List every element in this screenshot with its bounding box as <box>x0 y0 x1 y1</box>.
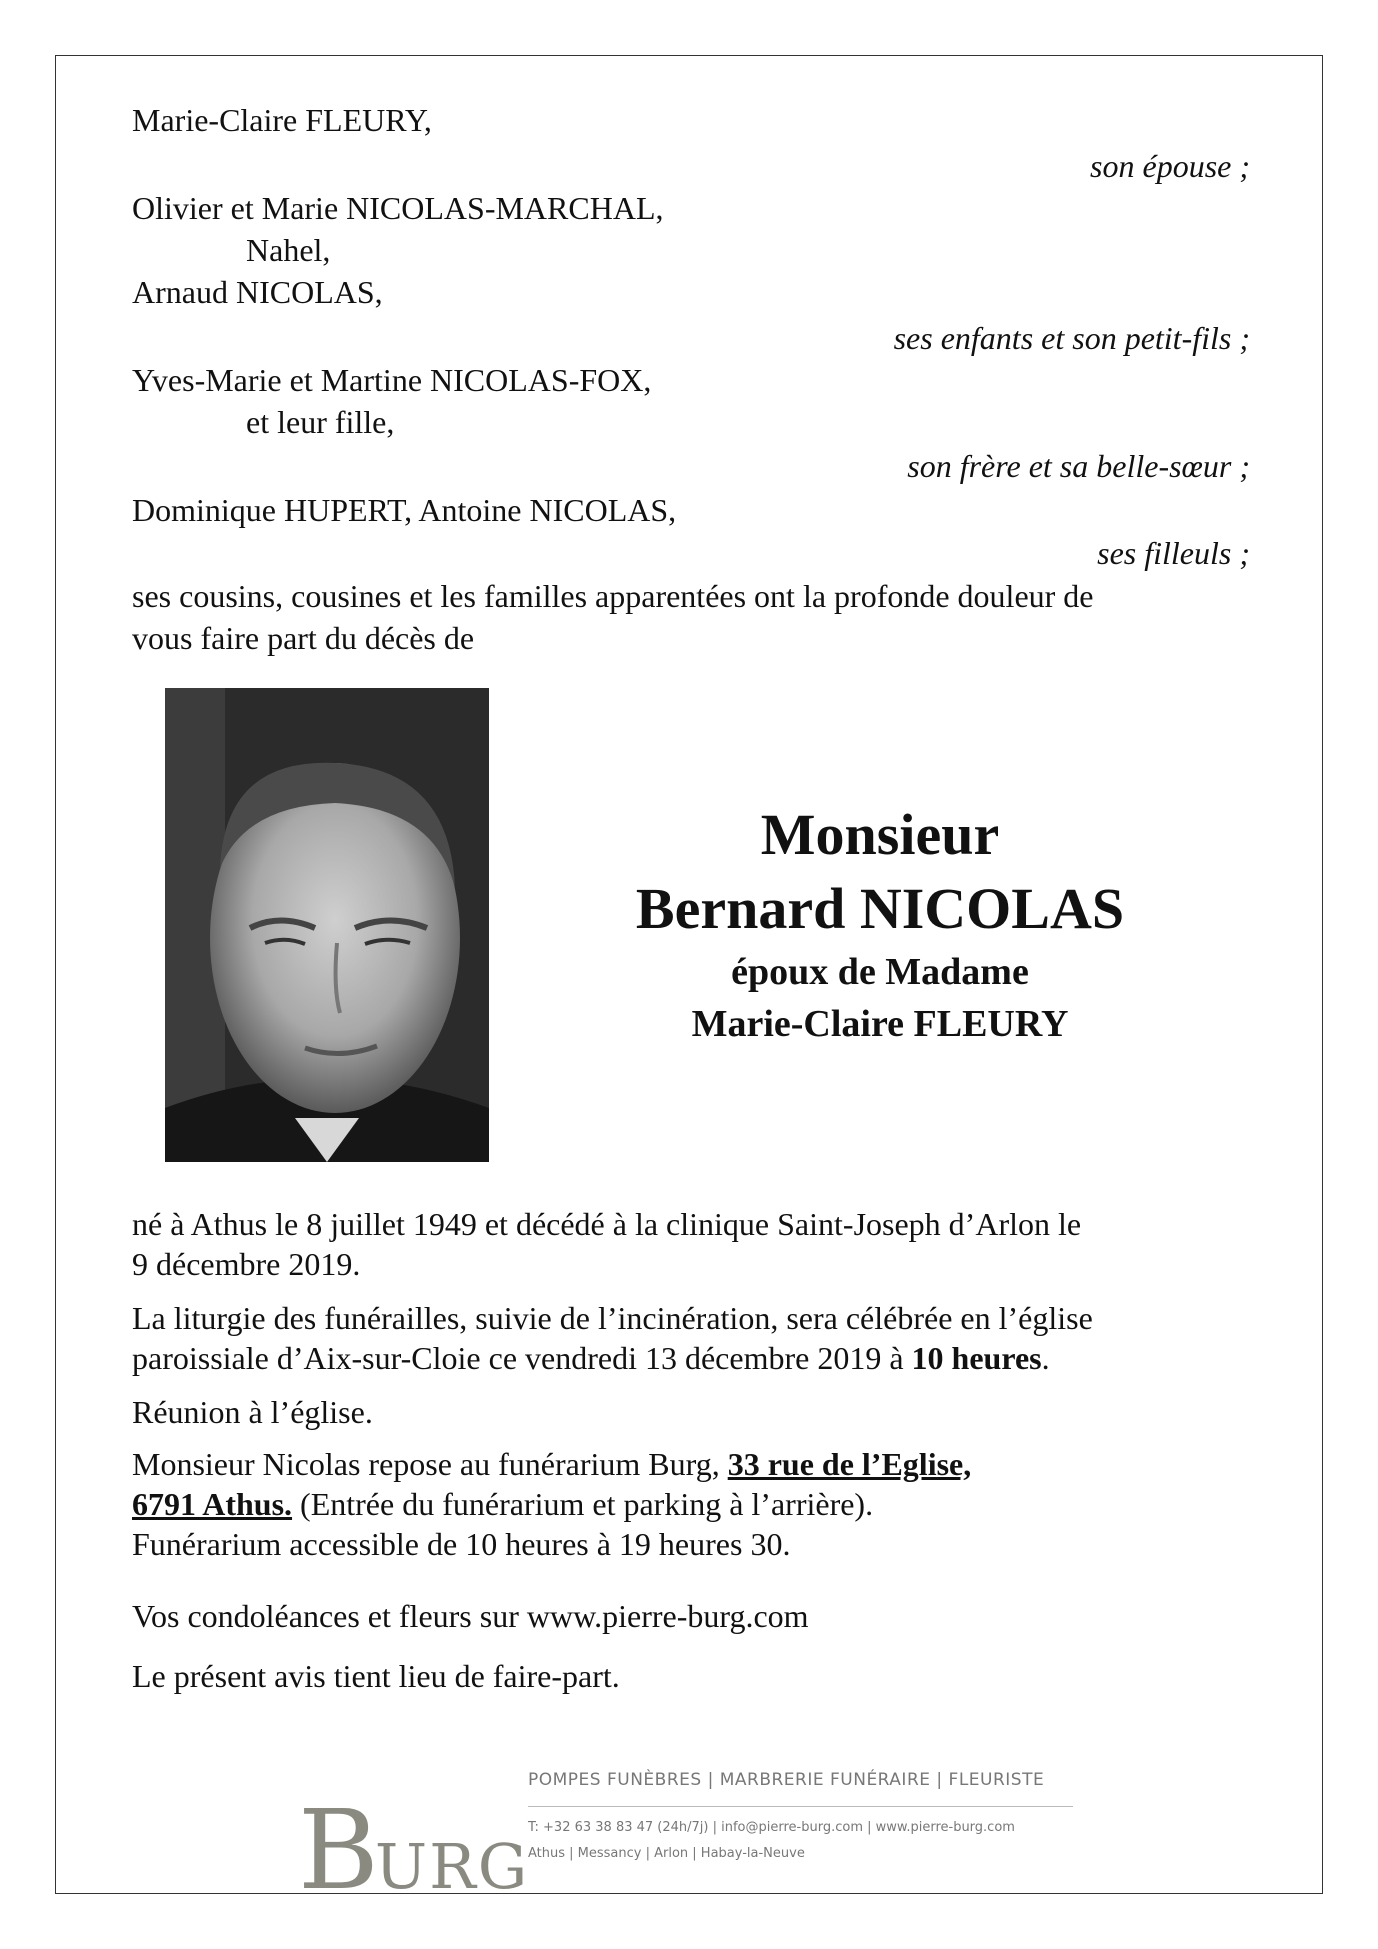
text-span: (Entrée du funérarium et parking à l’arrière). <box>292 1486 874 1522</box>
intro-line: ses cousins, cousines et les familles apparentées ont la profonde douleur de <box>132 578 1094 614</box>
text-span: Monsieur Nicolas repose au funérarium Burg, <box>132 1446 728 1482</box>
relation-label: ses enfants et son petit-fils ; <box>893 320 1250 356</box>
footer-divider <box>528 1806 1073 1807</box>
address-city: 6791 Athus. <box>132 1486 293 1522</box>
text-span: . <box>1041 1340 1050 1376</box>
family-line: Yves-Marie et Martine NICOLAS-FOX, <box>132 362 652 398</box>
text-span: paroissiale d’Aix-sur-Cloie ce vendredi 13 décembre 2019 à <box>132 1340 912 1376</box>
family-line: Olivier et Marie NICOLAS-MARCHAL, <box>132 190 664 226</box>
footer-locations: Athus | Messancy | Arlon | Habay-la-Neuve <box>528 1846 805 1861</box>
text-line: 9 décembre 2019. <box>132 1246 361 1282</box>
family-line: Nahel, <box>246 232 331 268</box>
text-line: Funérarium accessible de 10 heures à 19 heures 30. <box>132 1526 791 1562</box>
text-line <box>132 1444 1252 1484</box>
deceased-title: Monsieur <box>760 802 1000 867</box>
address-street: 33 rue de l’Eglise, <box>727 1446 972 1482</box>
notice-line: Le présent avis tient lieu de faire-part. <box>132 1658 620 1694</box>
family-line: Marie-Claire FLEURY, <box>132 102 432 138</box>
family-line: Dominique HUPERT, Antoine NICOLAS, <box>132 492 677 528</box>
family-line: Arnaud NICOLAS, <box>132 274 383 310</box>
relation-label: son épouse ; <box>1090 148 1250 184</box>
relation-label: ses filleuls ; <box>1097 535 1250 571</box>
repose-paragraph <box>132 1444 1252 1564</box>
birth-death-paragraph <box>132 1204 1252 1284</box>
condolences-line: Vos condoléances et fleurs sur www.pierre-burg.com <box>132 1598 809 1634</box>
family-line: et leur fille, <box>246 404 395 440</box>
liturgy-paragraph <box>132 1298 1252 1378</box>
portrait-photo <box>165 688 489 1162</box>
spouse-line: époux de Madame <box>731 951 1029 993</box>
footer-services: POMPES FUNÈBRES | MARBRERIE FUNÉRAIRE | FLEURISTE <box>528 1770 1045 1790</box>
text-line <box>132 1484 1252 1524</box>
burg-logo <box>298 1786 530 1914</box>
spouse-line: Marie-Claire FLEURY <box>691 1003 1069 1045</box>
logo-letter: B <box>298 1786 375 1914</box>
footer-contact: T: +32 63 38 83 47 (24h/7j) | info@pierre-burg.com | www.pierre-burg.com <box>528 1820 1015 1835</box>
reunion-line: Réunion à l’église. <box>132 1394 373 1430</box>
text-line: né à Athus le 8 juillet 1949 et décédé à la clinique Saint-Joseph d’Arlon le <box>132 1206 1082 1242</box>
ceremony-time: 10 heures <box>911 1340 1042 1376</box>
text-line: La liturgie des funérailles, suivie de l’incinération, sera célébrée en l’église <box>132 1300 1093 1336</box>
text-line <box>132 1338 1252 1378</box>
intro-line: vous faire part du décès de <box>132 620 475 656</box>
logo-text: URG <box>374 1830 530 1903</box>
deceased-name: Bernard NICOLAS <box>635 876 1125 941</box>
relation-label: son frère et sa belle-sœur ; <box>907 448 1250 484</box>
